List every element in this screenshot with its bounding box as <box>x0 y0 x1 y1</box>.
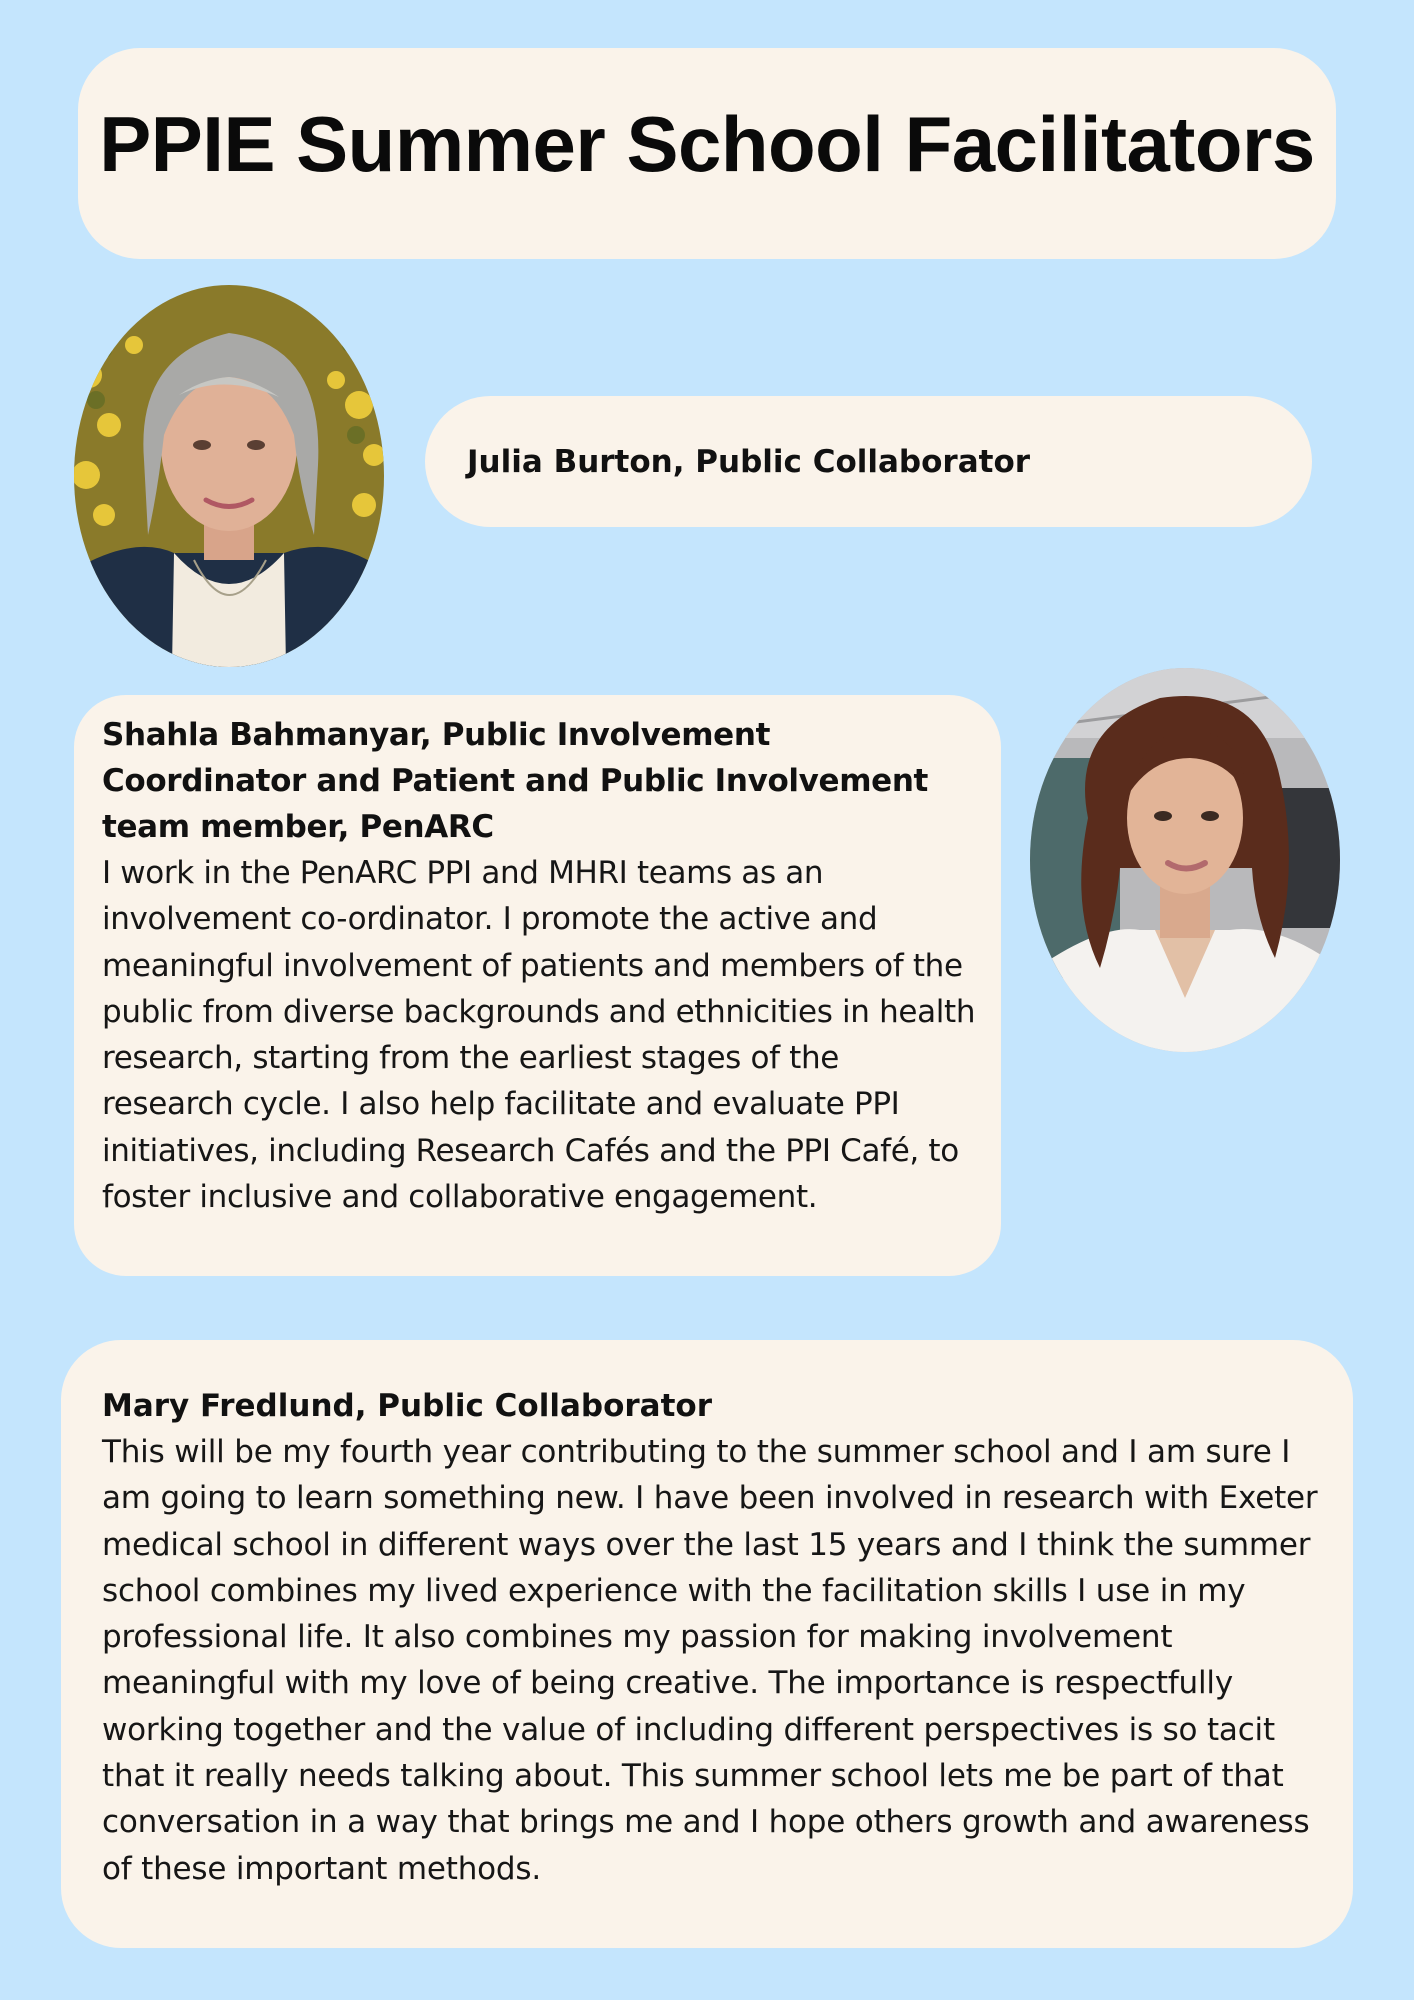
facilitator-name: Mary Fredlund, Public Collaborator <box>102 1388 712 1424</box>
facilitator-name: Shahla Bahmanyar, Public Involvement Coordinator and Patient and Public Involvement team member, PenARC <box>102 717 929 845</box>
portrait-photo-shahla-bahmanyar <box>1030 668 1340 1052</box>
facilitator-card-mary-fredlund <box>61 1340 1353 1948</box>
facilitator-name: Julia Burton, Public Collaborator <box>467 443 1031 480</box>
facilitator-card-shahla-bahmanyar <box>74 695 1001 1276</box>
facilitator-bio: This will be my fourth year contributing to the summer school and I am sure I am going to learn something new. I have been involved in research with Exeter medical school in different ways over the last 15 years and I think the summer school combines my lived experience with the facilitation skills I use in my professional life. It also combines my passion for making involvement meaningful with my love of being creative. The importance is respectfully working together and the value of including different perspectives is so tacit that it really needs talking about. This summer school lets me be part of that conversation in a way that brings me and I hope others growth and awareness of these important methods. <box>102 1434 1318 1887</box>
portrait-illustration <box>74 285 384 667</box>
portrait-photo-julia-burton <box>74 285 384 667</box>
title-banner <box>78 48 1336 259</box>
facilitator-card-julia-burton <box>425 396 1312 527</box>
page-title: PPIE Summer School Facilitators <box>99 100 1315 188</box>
portrait-illustration <box>1030 668 1340 1052</box>
facilitator-bio: I work in the PenARC PPI and MHRI teams as an involvement co-ordinator. I promote the active and meaningful involvement of patients and members of the public from diverse backgrounds and ethnicities in health research, starting from the earliest stages of the research cycle. I also help facilitate and evaluate PPI initiatives, including Research Cafés and the PPI Café, to foster inclusive and collaborative engagement. <box>102 855 976 1216</box>
